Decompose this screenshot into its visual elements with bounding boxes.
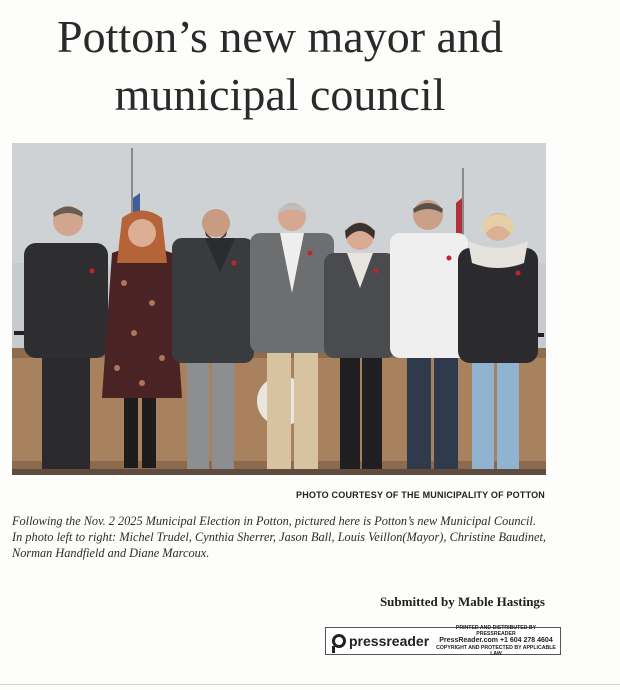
pressreader-line: PressReader.com +1 604 278 4604: [439, 637, 553, 644]
council-group-photo: [12, 143, 546, 475]
pressreader-wordmark: pressreader: [349, 633, 430, 649]
caption-line: Following the Nov. 2 2025 Municipal Election in Potton, pictured here is Potton’s new Municipal Council.: [12, 514, 536, 528]
pressreader-line: COPYRIGHT AND PROTECTED BY APPLICABLE LAW: [436, 645, 556, 658]
caption-line: In photo left to right: Michel Trudel, Cynthia Sherrer, Jason Ball, Louis Veillon(Mayor), Christine Baudinet, Norman Handfield and Diane Marcoux.: [12, 530, 546, 560]
pressreader-banner: [325, 624, 561, 658]
pressreader-icon: [332, 634, 346, 648]
photo-credit: PHOTO COURTESY OF THE MUNICIPALITY OF POTTON: [296, 490, 545, 500]
byline: Submitted by Mable Hastings: [379, 594, 545, 609]
pressreader-notice: [436, 625, 560, 658]
article-headline: Potton’s new mayor and municipal council: [57, 11, 503, 120]
pressreader-line: PRINTED AND DISTRIBUTED BY PRESSREADER: [455, 624, 537, 637]
pressreader-logo: [326, 633, 436, 649]
page-divider: [0, 684, 620, 685]
photo-caption: [12, 513, 546, 561]
